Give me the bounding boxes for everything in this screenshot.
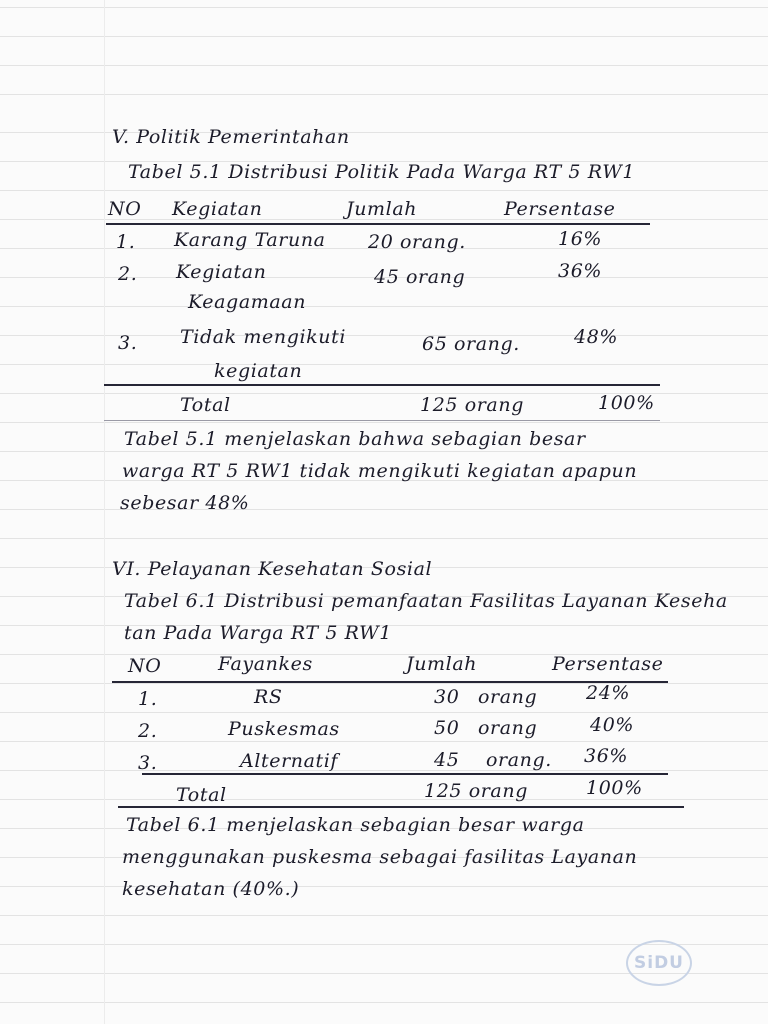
table-5-row-1-persen: 16% <box>558 228 603 250</box>
table-6-row-1-item: RS <box>254 686 283 708</box>
table-5-total-persen: 100% <box>598 392 655 414</box>
table-5-row-1-no: 1. <box>116 231 136 253</box>
table-5-row-3-jumlah: 65 orang. <box>422 333 520 355</box>
table-6-explanation-line-3: kesehatan (40%.) <box>122 878 300 900</box>
table-5-header-kegiatan: Kegiatan <box>172 198 263 220</box>
table-6-row-2-item: Puskesmas <box>228 718 340 740</box>
section-5-heading: V. Politik Pemerintahan <box>112 126 350 148</box>
table-5-header-jumlah: Jumlah <box>346 198 418 220</box>
table-5-explanation-line-1: Tabel 5.1 menjelaskan bahwa sebagian besar <box>124 428 586 450</box>
table-6-1-title-line-2: tan Pada Warga RT 5 RW1 <box>124 622 392 644</box>
table-5-row-3-item: Tidak mengikuti <box>180 326 346 348</box>
table-5-total-rule <box>104 384 660 386</box>
table-6-total-persen: 100% <box>586 777 643 799</box>
table-6-explanation-line-2: menggunakan puskesma sebagai fasilitas Layanan <box>122 846 638 868</box>
table-5-total-label: Total <box>180 394 231 416</box>
table-5-row-3-item-line2: kegiatan <box>214 360 303 382</box>
sidu-logo-stamp: SiDU <box>626 940 692 986</box>
table-5-row-1-jumlah: 20 orang. <box>368 231 466 253</box>
table-6-row-1-jumlah-num: 30 <box>434 686 460 708</box>
table-6-explanation-line-1: Tabel 6.1 menjelaskan sebagian besar warga <box>126 814 585 836</box>
table-5-header-persentase: Persentase <box>504 198 616 220</box>
table-5-row-2-no: 2. <box>118 263 138 285</box>
table-5-explanation-line-3: sebesar 48% <box>120 492 250 514</box>
table-5-1-title: Tabel 5.1 Distribusi Politik Pada Warga RT 5 RW1 <box>128 161 636 183</box>
table-6-total-rule <box>142 773 668 775</box>
table-5-total-jumlah: 125 orang <box>420 394 524 416</box>
table-5-bottom-rule <box>104 420 660 421</box>
table-6-row-1-no: 1. <box>138 688 158 710</box>
table-6-row-2-no: 2. <box>138 720 158 742</box>
table-6-row-1-persen: 24% <box>586 682 631 704</box>
table-6-row-3-persen: 36% <box>584 745 629 767</box>
table-6-row-3-no: 3. <box>138 752 158 774</box>
table-6-header-fayankes: Fayankes <box>218 653 313 675</box>
table-5-row-2-jumlah: 45 orang <box>374 266 466 288</box>
table-5-explanation-line-2: warga RT 5 RW1 tidak mengikuti kegiatan apapun <box>122 460 638 482</box>
table-6-total-jumlah: 125 orang <box>424 780 528 802</box>
table-6-row-2-persen: 40% <box>590 714 635 736</box>
table-6-total-label: Total <box>176 784 227 806</box>
table-5-row-3-persen: 48% <box>574 326 619 348</box>
table-5-row-2-persen: 36% <box>558 260 603 282</box>
table-5-row-2-item: Kegiatan <box>176 261 267 283</box>
table-6-header-rule <box>112 681 668 683</box>
table-6-row-3-jumlah-unit: orang. <box>486 749 552 771</box>
table-6-row-3-jumlah-num: 45 <box>434 749 460 771</box>
margin-line <box>104 0 105 1024</box>
table-6-row-2-jumlah-unit: orang <box>478 717 538 739</box>
table-6-header-no: NO <box>128 655 162 677</box>
table-5-header-no: NO <box>108 198 142 220</box>
table-6-1-title-line-1: Tabel 6.1 Distribusi pemanfaatan Fasilitas Layanan Keseha <box>124 590 728 612</box>
table-5-row-1-item: Karang Taruna <box>174 229 326 251</box>
table-6-header-persentase: Persentase <box>552 653 664 675</box>
section-6-heading: VI. Pelayanan Kesehatan Sosial <box>112 558 433 580</box>
table-6-row-1-jumlah-unit: orang <box>478 686 538 708</box>
table-6-header-jumlah: Jumlah <box>406 653 478 675</box>
table-6-row-3-item: Alternatif <box>240 750 339 772</box>
table-6-row-2-jumlah-num: 50 <box>434 717 460 739</box>
table-6-bottom-rule <box>118 806 684 808</box>
table-5-header-rule <box>106 223 650 225</box>
table-5-row-3-no: 3. <box>118 332 138 354</box>
table-5-row-2-item-line2: Keagamaan <box>188 291 307 313</box>
